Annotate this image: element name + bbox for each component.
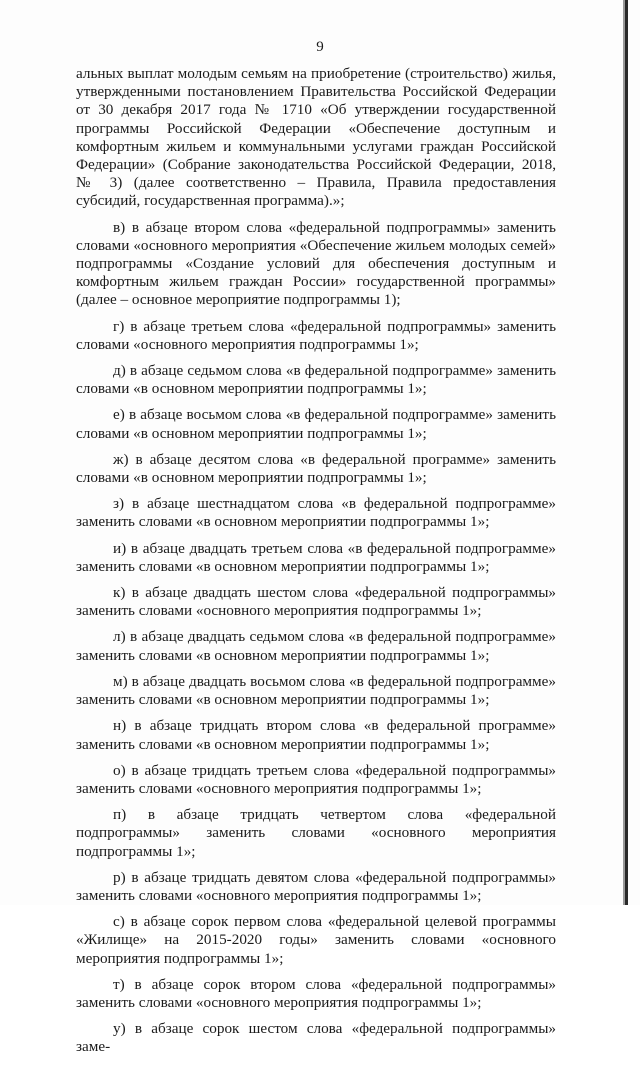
paragraph-item-v: в) в абзаце втором слова «федеральной подпрограммы» заменить словами «основного мероприятия «Обеспечение жильем молодых семей» подпрограммы «Создание условий для обеспечения доступным и комфортным жильем граждан России» государственной программы» (далее – основное мероприятие подпрограммы 1); [76, 218, 556, 309]
paragraph-item-u: у) в абзаце сорок шестом слова «федеральной подпрограммы» заме- [76, 1020, 556, 1056]
paragraph-continuation: альных выплат молодым семьям на приобретение (строительство) жилья, утвержденными постановлением Правительства Российской Федерации от 30 декабря 2017 года № 1710 «Об утверждении государственной программы Российской Федерации «Обеспечение доступным и комфортным жильем и коммунальными услугами граждан Российской Федерации» (Собрание законодательства Российской Федерации, 2018, № 3) (далее соответственно – Правила, Правила предоставления субсидий, государственная программа).»; [76, 65, 556, 210]
paragraph-item-p: п) в абзаце тридцать четвертом слова «федеральной подпрограммы» заменить словами «основного мероприятия подпрограммы 1»; [76, 806, 556, 860]
paragraph-item-g: г) в абзаце третьем слова «федеральной подпрограммы» заменить словами «основного мероприятия подпрограммы 1»; [76, 317, 556, 353]
page-edge [625, 0, 628, 905]
paragraph-item-l: л) в абзаце двадцать седьмом слова «в федеральной подпрограмме» заменить словами «в основном мероприятии подпрограммы 1»; [76, 628, 556, 664]
paragraph-item-m: м) в абзаце двадцать восьмом слова «в федеральной подпрограмме» заменить словами «в основном мероприятии подпрограммы 1»; [76, 672, 556, 709]
paragraph-item-k: к) в абзаце двадцать шестом слова «федеральной подпрограммы» заменить словами «основного мероприятия подпрограммы 1»; [76, 584, 556, 620]
paragraph-item-t: т) в абзаце сорок втором слова «федеральной подпрограммы» заменить словами «основного мероприятия подпрограммы 1»; [76, 975, 556, 1011]
paragraph-item-i: и) в абзаце двадцать третьем слова «в федеральной подпрограмме» заменить словами «в основном мероприятии подпрограммы 1»; [76, 539, 556, 575]
paragraph-item-n: н) в абзаце тридцать втором слова «в федеральной программе» заменить словами «в основном мероприятии подпрограммы 1»; [76, 717, 556, 753]
paragraph-item-z: з) в абзаце шестнадцатом слова «в федеральной подпрограмме» заменить словами «в основном мероприятии подпрограммы 1»; [76, 495, 556, 531]
paragraph-item-zh: ж) в абзаце десятом слова «в федеральной программе» заменить словами «в основном мероприятии подпрограммы 1»; [76, 450, 556, 487]
paragraph-item-d: д) в абзаце седьмом слова «в федеральной подпрограмме» заменить словами «в основном мероприятии подпрограммы 1»; [76, 362, 556, 398]
paragraph-item-s: с) в абзаце сорок первом слова «федеральной целевой программы «Жилище» на 2015-2020 годы» заменить словами «основного мероприятия подпрограммы 1»; [76, 913, 556, 967]
paragraph-item-o: о) в абзаце тридцать третьем слова «федеральной подпрограммы» заменить словами «основного мероприятия подпрограммы 1»; [76, 761, 556, 797]
document-body [76, 65, 556, 1065]
page-number: 9 [316, 39, 324, 55]
paragraph-item-e: е) в абзаце восьмом слова «в федеральной подпрограмме» заменить словами «в основном мероприятии подпрограммы 1»; [76, 406, 556, 442]
paragraph-item-r: р) в абзаце тридцать девятом слова «федеральной подпрограммы» заменить словами «основного мероприятия подпрограммы 1»; [76, 868, 556, 904]
